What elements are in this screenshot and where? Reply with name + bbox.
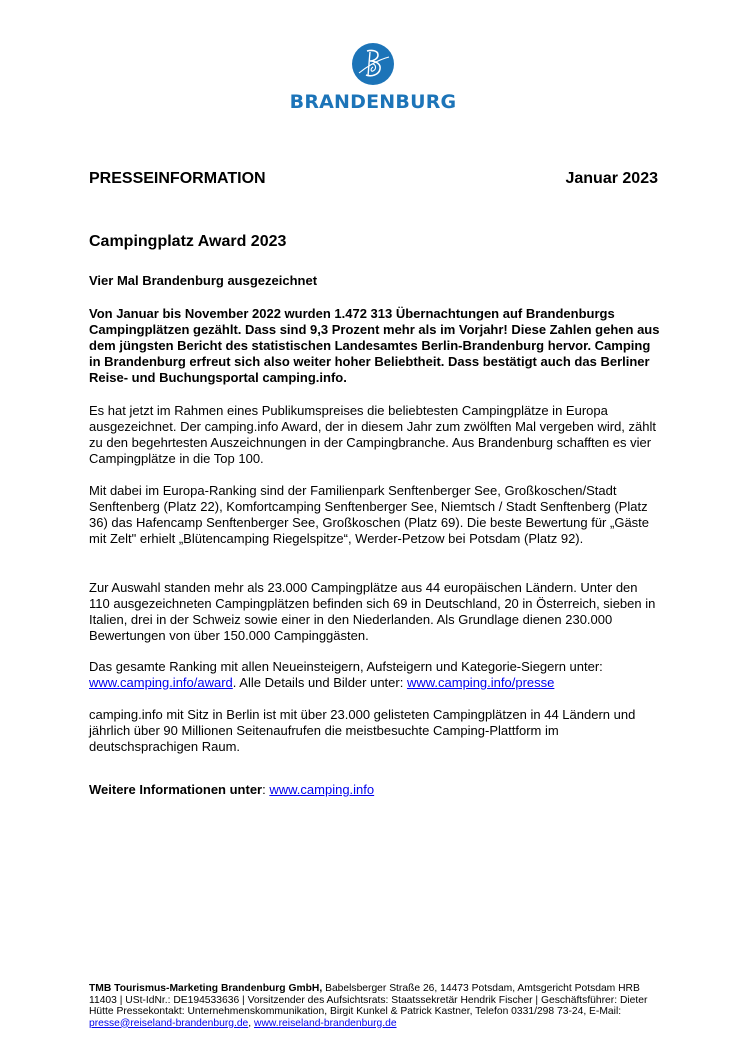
paragraph-ranking: Mit dabei im Europa-Ranking sind der Familienpark Senftenberger See, Großkoschen/Stadt Senftenberg (Platz 22), Komfortcamping Senftenberger See, Niemtsch / Stadt Senftenberg (Platz 36) das Hafencamp Senftenberger See, Großkoschen (Platz 69). Die beste Bewertung für „Gäste mit Zelt" erhielt „Blütencamping Riegelspitze“, Werder-Petzow bei Potsdam (Platz 92).: [89, 483, 650, 546]
footer-website-link[interactable]: www.reiseland-brandenburg.de: [254, 1017, 397, 1029]
lead-paragraph: Von Januar bis November 2022 wurden 1.472 313 Übernachtungen auf Brandenburgs Campingplätzen gezählt. Dass sind 9,3 Prozent mehr als im Vorjahr! Diese Zahlen gehen aus dem jüngsten Bericht des statistischen Landesamtes Berlin-Brandenburg hervor. Camping in Brandenburg erfreut sich also weiter hoher Beliebtheit. Dass bestätigt auch das Berliner Reise- und Buchungsportal camping.info.: [89, 306, 660, 385]
footer-separator: ,: [248, 1017, 255, 1029]
paragraph-links: [89, 659, 661, 691]
logo: [0, 42, 746, 91]
page-subtitle: Vier Mal Brandenburg ausgezeichnet: [89, 273, 318, 288]
links-middle-text: . Alle Details und Bilder unter:: [232, 675, 407, 690]
document-type-label: PRESSEINFORMATION: [89, 170, 266, 187]
paragraph-about-camping-info: camping.info mit Sitz in Berlin ist mit über 23.000 gelisteten Campingplätzen in 44 Ländern und jährlich über 90 Millionen Seitenaufrufen die meistbesuchte Camping-Plattform im deutschsprachigen Raum.: [89, 707, 636, 754]
more-info-label: Weitere Informationen unter: [89, 782, 263, 797]
logo-wordmark: BRANDENBURG: [289, 91, 457, 113]
links-intro-text: Das gesamte Ranking mit allen Neueinsteigern, Aufsteigern und Kategorie-Siegern unter:: [89, 659, 603, 674]
more-info-separator: :: [262, 782, 270, 797]
footer-company: TMB Tourismus-Marketing Brandenburg GmbH,: [89, 983, 323, 994]
more-info-line: [89, 782, 661, 798]
paragraph-award-intro: Es hat jetzt im Rahmen eines Publikumspreises die beliebtesten Campingplätze in Europa ausgezeichnet. Der camping.info Award, der in diesem Jahr zum zwölften Mal vergeben wird, zählt zu den begehrtesten Auszeichnungen in der Campingbranche. Aus Brandenburg schafften es vier Campingplätze in die Top 100.: [89, 403, 656, 466]
award-link[interactable]: www.camping.info/award: [89, 675, 233, 690]
footer-email-link[interactable]: presse@reiseland-brandenburg.de: [89, 1017, 249, 1029]
presse-link[interactable]: www.camping.info/presse: [406, 675, 555, 690]
document-header: [89, 170, 658, 188]
brandenburg-b-logo-icon: [351, 42, 395, 86]
page-title: Campingplatz Award 2023: [89, 233, 287, 250]
footer-details: Babelsberger Straße 26, 14473 Potsdam, Amtsgericht Potsdam HRB 11403 | USt-IdNr.: DE194533636 | Vorsitzender des Aufsichtsrats: Staatssekretär Hendrik Fischer | Geschäftsführer: Dieter Hütte Pressekontakt: Unternehmenskommunikation, Birgit Kunkel & Patrick Kastner, Telefon 0331/298 73-24, E-Mail:: [89, 983, 648, 1017]
paragraph-selection: Zur Auswahl standen mehr als 23.000 Campingplätze aus 44 europäischen Ländern. Unter den 110 ausgezeichneten Campingplätzen befinden sich 69 in Deutschland, 20 in Österreich, sieben in Italien, drei in der Schweiz sowie einer in den Niederlanden. Als Grundlage dienen 230.000 Bewertungen von über 150.000 Campinggästen.: [89, 580, 656, 643]
footer-imprint: [89, 983, 661, 1029]
camping-info-link[interactable]: www.camping.info: [269, 782, 375, 797]
document-date: Januar 2023: [565, 170, 658, 187]
